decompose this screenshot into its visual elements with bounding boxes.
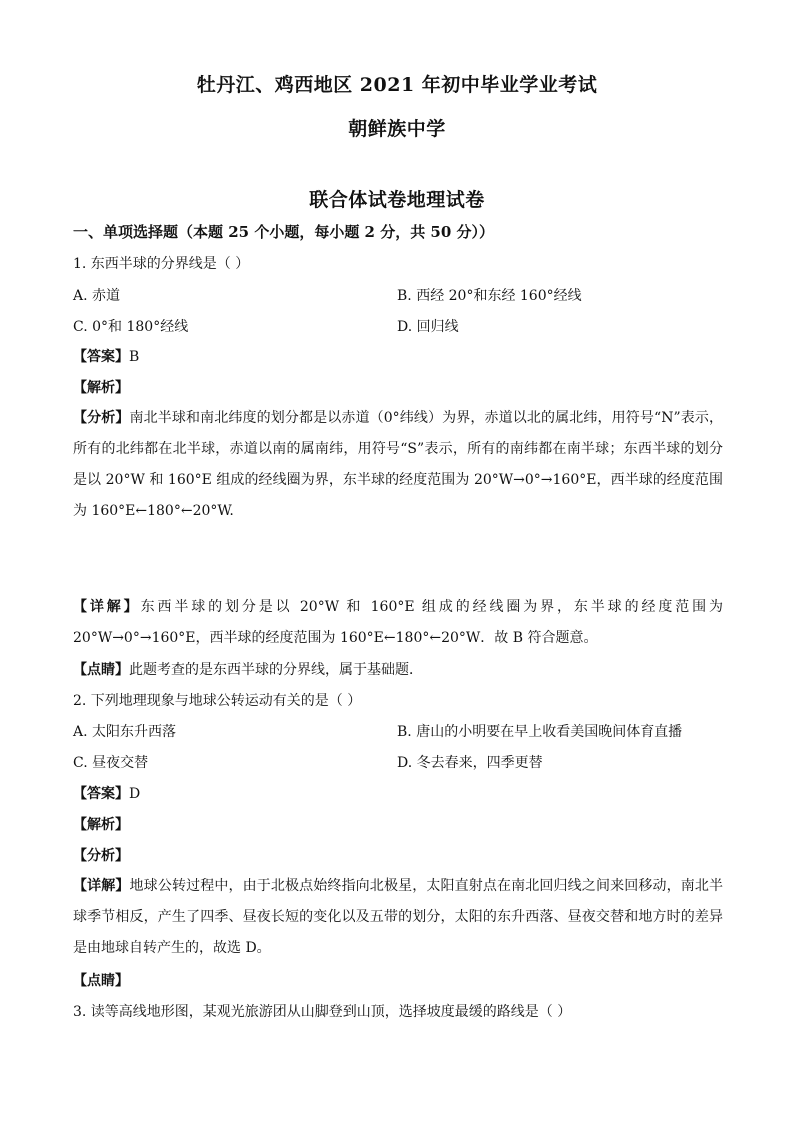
- dianjing-text: 此题考查的是东西半球的分界线，属于基础题．: [129, 662, 423, 678]
- q1-option-d: D. 回归线: [397, 319, 459, 335]
- answer-tag: 【答案】: [73, 786, 129, 802]
- paper-title: 联合体试卷地理试卷: [309, 189, 485, 211]
- q2-option-c: C. 昼夜交替: [73, 755, 149, 771]
- q2-fenxi-tag: 【分析】: [73, 848, 129, 864]
- school-name: 朝鲜族中学: [348, 118, 446, 140]
- xiangjie-tag: 【详解】: [73, 878, 130, 894]
- q1-option-b: B. 西经 20°和东经 160°经线: [397, 288, 582, 304]
- xiangjie-text: 地球公转过程中，由于北极点始终指向北极星，太阳直射点在南北回归线之间来回移动，南北半球季节相反，产生了四季、昼夜长短的变化以及五带的划分，太阳的东升西落、昼夜交替和地方时的差异是由地球自转产生的，故选 D。: [73, 878, 724, 956]
- q2-stem: 2. 下列地理现象与地球公转运动有关的是（ ）: [73, 693, 362, 709]
- fenxi-tag: 【分析】: [73, 410, 130, 426]
- q2-answer: [73, 784, 723, 804]
- q3-stem: 3. 读等高线地形图，某观光旅游团从山脚登到山顶，选择坡度最缓的路线是（ ）: [73, 1004, 572, 1020]
- section-heading: 一、单项选择题（本题 25 个小题，每小题 2 分，共 50 分））: [73, 223, 495, 241]
- fenxi-text: 南北半球和南北纬度的划分都是以赤道（0°纬线）为界，赤道以北的属北纬，用符号“N”表示，所有的北纬都在北半球，赤道以南的属南纬，用符号“S”表示，所有的南纬都在南半球；东西半球的划分是以 20°W 和 160°E 组成的经线圈为界，东半球的经度范围为 20°W→0°→160°E，西半球的经度范围为 160°E←180°←20°W.: [73, 410, 723, 519]
- answer-value: B: [129, 349, 140, 365]
- answer-tag: 【答案】: [73, 349, 129, 365]
- q2-option-a: A. 太阳东升西落: [73, 724, 177, 740]
- q1-option-c: C. 0°和 180°经线: [73, 319, 189, 335]
- answer-value: D: [129, 786, 141, 802]
- q1-option-a: A. 赤道: [73, 288, 121, 304]
- dianjing-tag: 【点睛】: [73, 662, 129, 678]
- q1-detail: [73, 592, 723, 654]
- q2-jiexi-tag: 【解析】: [73, 817, 129, 833]
- q1-answer: [73, 347, 723, 367]
- xiangjie-tag: 【详解】: [73, 599, 141, 615]
- q1-remark: [73, 660, 723, 680]
- q2-option-b: B. 唐山的小明要在早上收看美国晚间体育直播: [397, 724, 683, 740]
- exam-title: 牡丹江、鸡西地区 2021 年初中毕业学业考试: [196, 74, 598, 96]
- q1-stem: 1. 东西半球的分界线是（ ）: [73, 256, 250, 272]
- q2-dianjing-tag: 【点睛】: [73, 973, 129, 989]
- q2-detail: [73, 871, 723, 964]
- q1-jiexi-tag: 【解析】: [73, 380, 129, 396]
- xiangjie-text: 东西半球的划分是以 20°W 和 160°E 组成的经线圈为界，东半球的经度范围为 20°W→0°→160°E，西半球的经度范围为 160°E←180°←20°W．故 B 符合题意。: [73, 599, 724, 646]
- q2-option-d: D. 冬去春来，四季更替: [397, 755, 543, 771]
- q1-analysis: [73, 403, 723, 527]
